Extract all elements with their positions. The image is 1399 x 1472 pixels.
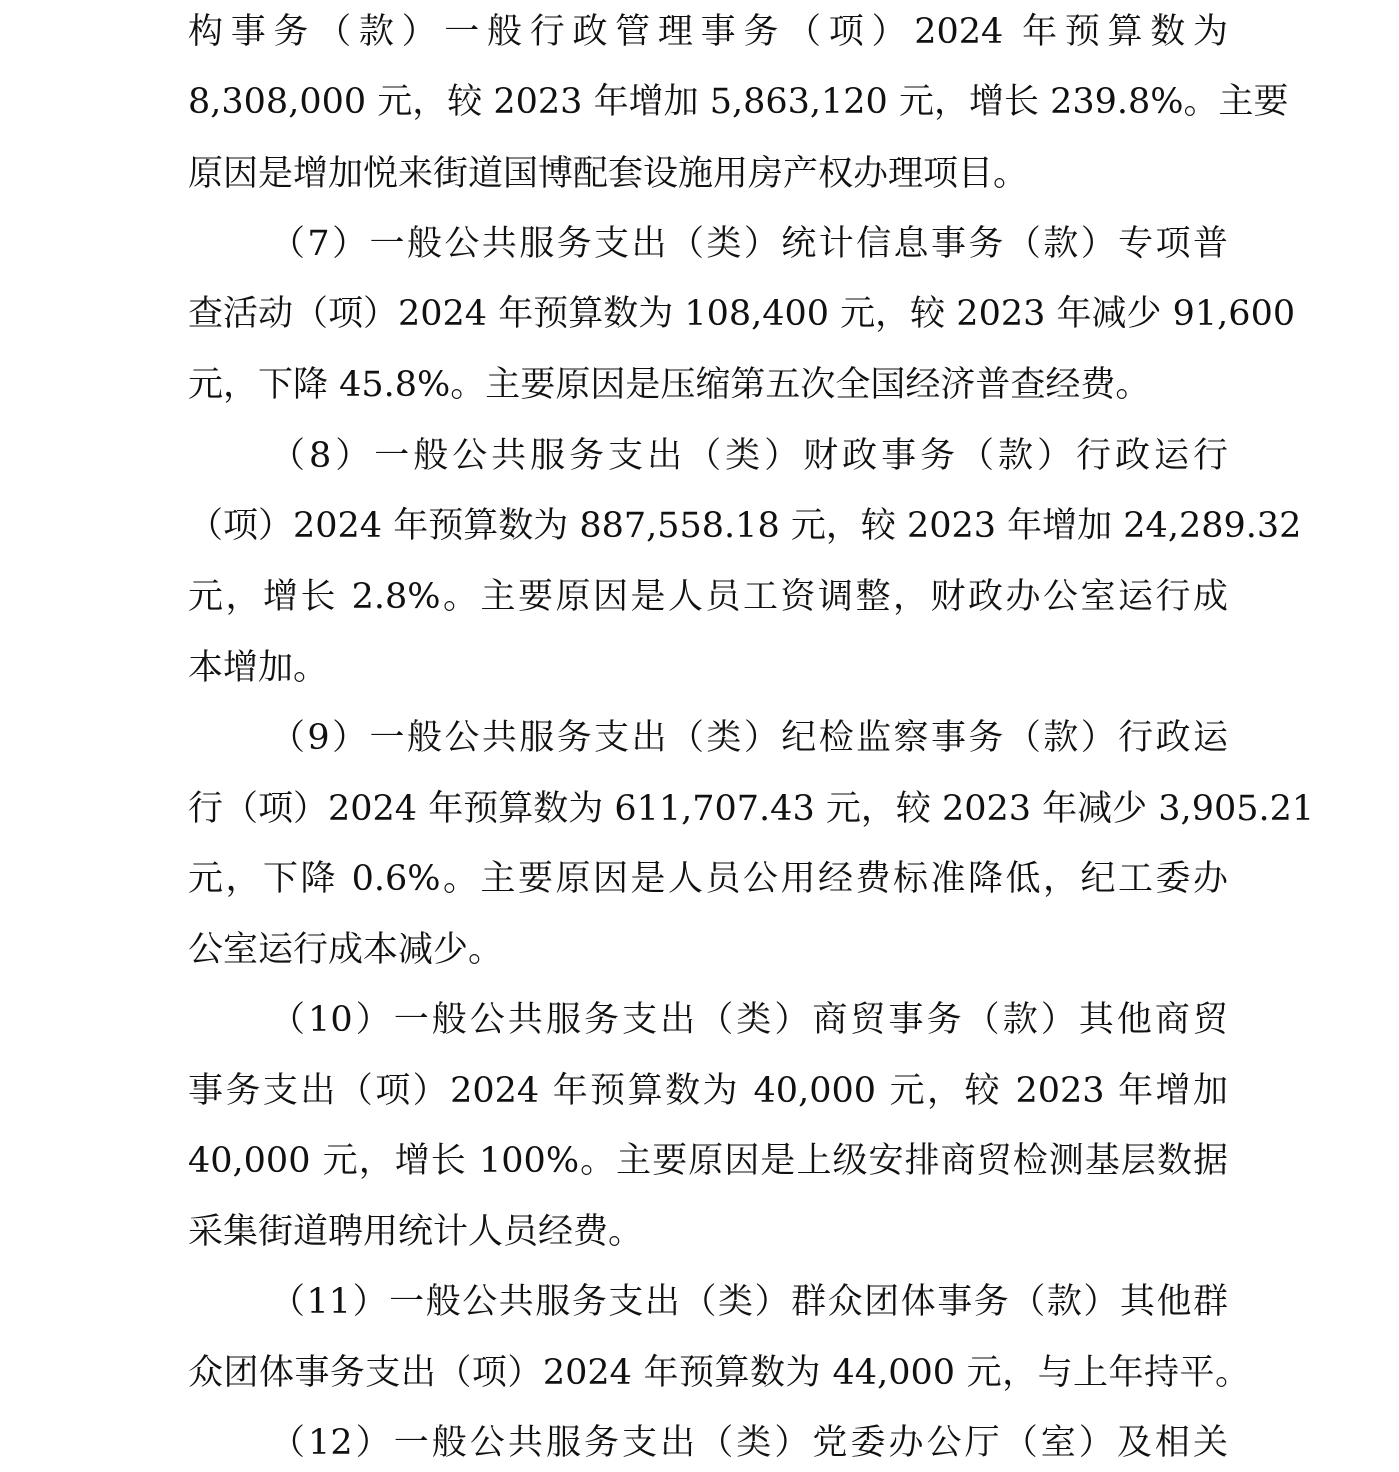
paragraph-7-first-line: （7）一般公共服务支出（类）统计信息事务（款）专项普 — [270, 224, 1228, 264]
text-line: 构事务（款）一般行政管理事务（项）2024 年预算数为 — [188, 12, 1228, 52]
text-line: 查活动（项）2024 年预算数为 108,400 元，较 2023 年减少 91,600 — [188, 294, 1296, 334]
text-line: 原因是增加悦来街道国博配套设施用房产权办理项目。 — [188, 154, 1029, 194]
text-line: 公室运行成本减少。 — [188, 930, 504, 970]
paragraph-11-first-line: （11）一般公共服务支出（类）群众团体事务（款）其他群 — [270, 1282, 1228, 1322]
text-line: 元，增长 2.8%。主要原因是人员工资调整，财政办公室运行成 — [188, 577, 1228, 617]
paragraph-9-first-line: （9）一般公共服务支出（类）纪检监察事务（款）行政运 — [270, 718, 1228, 758]
text-line: 采集街道聘用统计人员经费。 — [188, 1212, 644, 1252]
paragraph-10-first-line: （10）一般公共服务支出（类）商贸事务（款）其他商贸 — [270, 1000, 1228, 1040]
paragraph-8-first-line: （8）一般公共服务支出（类）财政事务（款）行政运行 — [270, 436, 1228, 476]
text-line: 事务支出（项）2024 年预算数为 40,000 元，较 2023 年增加 — [188, 1071, 1228, 1111]
text-line: （项）2024 年预算数为 887,558.18 元，较 2023 年增加 24,289.32 — [188, 506, 1302, 546]
paragraph-12-first-line: （12）一般公共服务支出（类）党委办公厅（室）及相关 — [270, 1423, 1228, 1463]
text-line: 行（项）2024 年预算数为 611,707.43 元，较 2023 年减少 3,905.21 — [188, 789, 1315, 829]
text-line: 40,000 元，增长 100%。主要原因是上级安排商贸检测基层数据 — [188, 1141, 1228, 1181]
text-line: 本增加。 — [188, 648, 329, 688]
text-line: 众团体事务支出（项）2024 年预算数为 44,000 元，与上年持平。 — [188, 1353, 1250, 1393]
text-line: 8,308,000 元，较 2023 年增加 5,863,120 元，增长 239.8%。主要 — [188, 82, 1289, 122]
text-line: 元，下降 45.8%。主要原因是压缩第五次全国经济普查经费。 — [188, 365, 1151, 405]
text-line: 元，下降 0.6%。主要原因是人员公用经费标准降低，纪工委办 — [188, 859, 1228, 899]
